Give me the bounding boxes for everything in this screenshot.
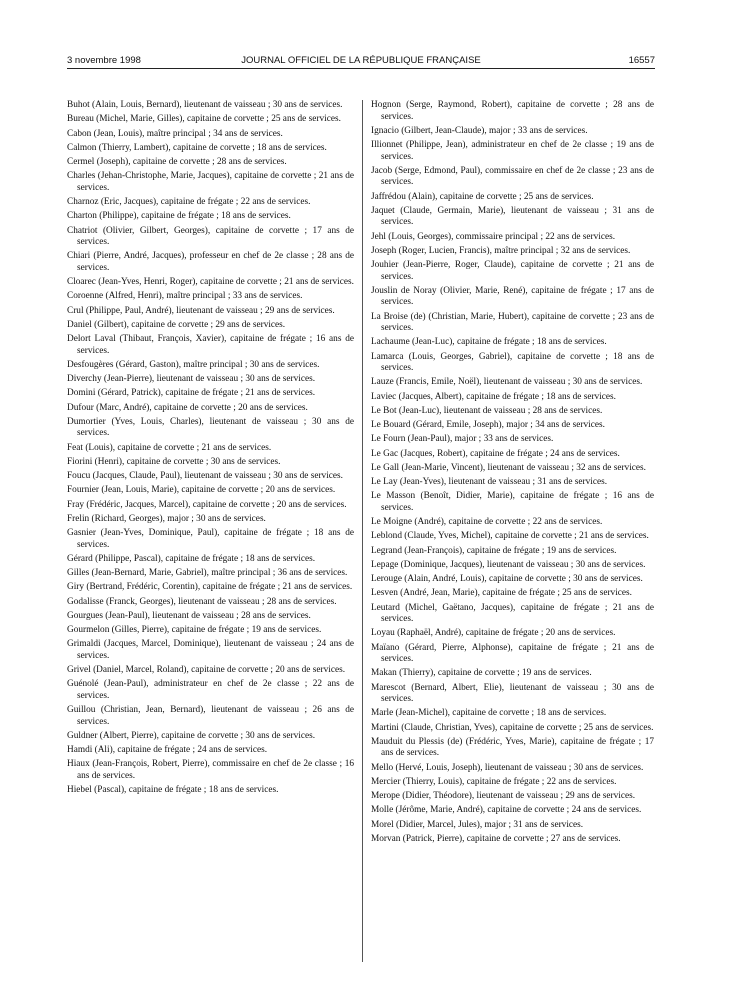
list-item: Calmon (Thierry, Lambert), capitaine de corvette ; 18 ans de services. xyxy=(67,142,327,153)
list-item: Le Lay (Jean-Yves), lieutenant de vaisseau ; 31 ans de services. xyxy=(371,477,608,487)
list-item: Gilles (Jean-Bernard, Marie, Gabriel), maître principal ; 36 ans de services. xyxy=(67,568,348,578)
list-item: Mercier (Thierry, Louis), capitaine de frégate ; 22 ans de services. xyxy=(371,776,617,787)
list-item: Morel (Didier, Marcel, Jules), major ; 31 ans de services. xyxy=(371,819,584,830)
list-item: Jehl (Louis, Georges), commissaire principal ; 22 ans de services. xyxy=(371,231,616,242)
list-item: Buhot (Alain, Louis, Bernard), lieutenant de vaisseau ; 30 ans de services. xyxy=(67,100,343,110)
list-item: Lesven (André, Jean, Marie), capitaine de frégate ; 25 ans de services. xyxy=(371,588,632,599)
list-item: Grivel (Daniel, Marcel, Roland), capitaine de corvette ; 20 ans de services. xyxy=(67,665,346,675)
list-item: Le Gall (Jean-Marie, Vincent), lieutenant de vaisseau ; 32 ans de services. xyxy=(371,462,646,473)
list-item: Cermel (Joseph), capitaine de corvette ; 28 ans de services. xyxy=(67,157,287,167)
list-item: Charnoz (Eric, Jacques), capitaine de frégate ; 22 ans de services. xyxy=(67,197,311,207)
list-item: Cabon (Jean, Louis), maître principal ; 34 ans de services. xyxy=(67,128,283,139)
list-item: Molle (Jérôme, Marie, André), capitaine de corvette ; 24 ans de services. xyxy=(371,805,642,816)
list-item: Guldner (Albert, Pierre), capitaine de corvette ; 30 ans de services. xyxy=(67,730,316,741)
list-item: Illionnet (Philippe, Jean), administrateur en chef de 2e classe ; 19 ans de services. xyxy=(371,140,654,162)
list-item: Bureau (Michel, Marie, Gilles), capitaine de corvette ; 25 ans de services. xyxy=(67,114,341,125)
list-item: Daniel (Gilbert), capitaine de corvette ; 29 ans de services. xyxy=(67,319,286,330)
list-item: Leutard (Michel, Gaëtano, Jacques), capitaine de frégate ; 21 ans de services. xyxy=(371,602,654,624)
list-item: Legrand (Jean-François), capitaine de frégate ; 19 ans de services. xyxy=(371,545,617,556)
list-item: Gourmelon (Gilles, Pierre), capitaine de frégate ; 19 ans de services. xyxy=(67,625,322,635)
column-divider xyxy=(362,100,363,962)
list-item: Lamarca (Louis, Georges, Gabriel), capitaine de corvette ; 18 ans de services. xyxy=(371,351,654,373)
list-item: Ignacio (Gilbert, Jean-Claude), major ; 33 ans de services. xyxy=(371,125,588,136)
list-item: Chatriot (Olivier, Gilbert, Georges), capitaine de corvette ; 17 ans de services. xyxy=(67,225,354,247)
list-item: Laviec (Jacques, Albert), capitaine de frégate ; 18 ans de services. xyxy=(371,391,616,402)
list-item: Godalisse (Franck, Georges), lieutenant de vaisseau ; 28 ans de services. xyxy=(67,596,337,607)
list-item: Le Masson (Benoît, Didier, Marie), capitaine de frégate ; 16 ans de services. xyxy=(371,491,654,513)
list-item: Fiorini (Henri), capitaine de corvette ; 30 ans de services. xyxy=(67,456,281,467)
header-rule xyxy=(67,68,655,69)
list-item: Charton (Philippe), capitaine de frégate ; 18 ans de services. xyxy=(67,211,291,222)
list-item: Le Moigne (André), capitaine de corvette ; 22 ans de services. xyxy=(371,517,603,527)
list-item: Hamdi (Ali), capitaine de frégate ; 24 ans de services. xyxy=(67,745,268,755)
list-item: Coroenne (Alfred, Henri), maître principal ; 33 ans de services. xyxy=(67,291,303,302)
list-item: Merope (Didier, Théodore), lieutenant de vaisseau ; 29 ans de services. xyxy=(371,791,636,801)
list-item: Leblond (Claude, Yves, Michel), capitaine de corvette ; 21 ans de services. xyxy=(371,531,649,542)
list-item: Hiebel (Pascal), capitaine de frégate ; 18 ans de services. xyxy=(67,785,279,795)
list-item: Le Bouard (Gérard, Emile, Joseph), major ; 34 ans de services. xyxy=(371,420,605,430)
list-item: Le Bot (Jean-Luc), lieutenant de vaisseau ; 28 ans de services. xyxy=(371,405,603,416)
list-item: Gourgues (Jean-Paul), lieutenant de vaisseau ; 28 ans de services. xyxy=(67,610,311,621)
list-item: Le Gac (Jacques, Robert), capitaine de frégate ; 24 ans de services. xyxy=(371,448,620,459)
list-item: Frelin (Richard, Georges), major ; 30 ans de services. xyxy=(67,513,266,524)
list-item: Diverchy (Jean-Pierre), lieutenant de vaisseau ; 30 ans de services. xyxy=(67,374,316,384)
list-item: Lerouge (Alain, André, Louis), capitaine de corvette ; 30 ans de services. xyxy=(371,574,643,584)
right-column xyxy=(371,100,654,848)
list-item: Gérard (Philippe, Pascal), capitaine de frégate ; 18 ans de services. xyxy=(67,553,316,564)
list-item: Guillou (Christian, Jean, Bernard), lieutenant de vaisseau ; 26 ans de services. xyxy=(67,705,354,727)
list-item: Lepage (Dominique, Jacques), lieutenant de vaisseau ; 30 ans de services. xyxy=(371,559,646,570)
list-item: Loyau (Raphaël, André), capitaine de frégate ; 20 ans de services. xyxy=(371,628,616,639)
list-item: Desfougères (Gérard, Gaston), maître principal ; 30 ans de services. xyxy=(67,359,320,370)
list-item: Gasnier (Jean-Yves, Dominique, Paul), capitaine de frégate ; 18 ans de services. xyxy=(67,528,354,550)
list-item: Domini (Gérard, Patrick), capitaine de frégate ; 21 ans de services. xyxy=(67,388,316,399)
list-item: Jouhier (Jean-Pierre, Roger, Claude), capitaine de corvette ; 21 ans de services. xyxy=(371,260,654,282)
list-item: Lauze (Francis, Emile, Noël), lieutenant de vaisseau ; 30 ans de services. xyxy=(371,377,643,388)
list-item: Feat (Louis), capitaine de corvette ; 21 ans de services. xyxy=(67,442,272,453)
list-item: La Broise (de) (Christian, Marie, Hubert), capitaine de corvette ; 23 ans de services. xyxy=(371,311,654,333)
list-item: Jaffrédou (Alain), capitaine de corvette ; 25 ans de services. xyxy=(371,191,594,202)
list-item: Joseph (Roger, Lucien, Francis), maître principal ; 32 ans de services. xyxy=(371,245,631,256)
list-item: Martini (Claude, Christian, Yves), capitaine de corvette ; 25 ans de services. xyxy=(371,722,654,733)
list-item: Mello (Hervé, Louis, Joseph), lieutenant de vaisseau ; 30 ans de services. xyxy=(371,762,644,773)
list-item: Maïano (Gérard, Pierre, Alphonse), capitaine de frégate ; 21 ans de services. xyxy=(371,642,654,664)
list-item: Fournier (Jean, Louis, Marie), capitaine de corvette ; 20 ans de services. xyxy=(67,485,336,496)
list-item: Giry (Bertrand, Frédéric, Corentin), capitaine de frégate ; 21 ans de services. xyxy=(67,582,353,593)
list-item: Mauduit du Plessis (de) (Frédéric, Yves, Marie), capitaine de frégate ; 17 ans de services. xyxy=(371,736,654,759)
list-item: Le Fourn (Jean-Paul), major ; 33 ans de services. xyxy=(371,434,554,445)
page-header xyxy=(67,55,655,69)
list-item: Jaquet (Claude, Germain, Marie), lieutenant de vaisseau ; 31 ans de services. xyxy=(371,205,654,228)
list-item: Grimaldi (Jacques, Marcel, Dominique), lieutenant de vaisseau ; 24 ans de services. xyxy=(67,639,354,661)
list-item: Chiari (Pierre, André, Jacques), professeur en chef de 2e classe ; 28 ans de services. xyxy=(67,251,354,273)
list-item: Hognon (Serge, Raymond, Robert), capitaine de corvette ; 28 ans de services. xyxy=(371,100,654,122)
list-item: Dufour (Marc, André), capitaine de corvette ; 20 ans de services. xyxy=(67,402,308,413)
left-column xyxy=(67,100,354,799)
list-item: Cloarec (Jean-Yves, Henri, Roger), capitaine de corvette ; 21 ans de services. xyxy=(67,277,354,287)
journal-title: JOURNAL OFFICIEL DE LA RÉPUBLIQUE FRANÇAISE xyxy=(241,55,481,66)
issue-date: 3 novembre 1998 xyxy=(67,55,141,66)
list-item: Marescot (Bernard, Albert, Elie), lieutenant de vaisseau ; 30 ans de services. xyxy=(371,682,654,704)
list-item: Foucu (Jacques, Claude, Paul), lieutenant de vaisseau ; 30 ans de services. xyxy=(67,471,343,481)
list-item: Jouslin de Noray (Olivier, Marie, René), capitaine de frégate ; 17 ans de services. xyxy=(371,285,654,308)
list-item: Fray (Frédéric, Jacques, Marcel), capitaine de corvette ; 20 ans de services. xyxy=(67,499,347,510)
list-item: Morvan (Patrick, Pierre), capitaine de corvette ; 27 ans de services. xyxy=(371,833,621,844)
list-item: Lachaume (Jean-Luc), capitaine de frégate ; 18 ans de services. xyxy=(371,337,607,348)
list-item: Marle (Jean-Michel), capitaine de corvette ; 18 ans de services. xyxy=(371,708,607,719)
list-item: Hiaux (Jean-François, Robert, Pierre), commissaire en chef de 2e classe ; 16 ans de services. xyxy=(67,759,354,781)
list-item: Charles (Jehan-Christophe, Marie, Jacques), capitaine de corvette ; 21 ans de services. xyxy=(67,171,354,193)
list-item: Crul (Philippe, Paul, André), lieutenant de vaisseau ; 29 ans de services. xyxy=(67,305,335,316)
list-item: Jacob (Serge, Edmond, Paul), commissaire en chef de 2e classe ; 23 ans de services. xyxy=(371,165,654,188)
list-item: Dumortier (Yves, Louis, Charles), lieutenant de vaisseau ; 30 ans de services. xyxy=(67,416,354,439)
list-item: Guénolé (Jean-Paul), administrateur en chef de 2e classe ; 22 ans de services. xyxy=(67,679,354,701)
list-item: Makan (Thierry), capitaine de corvette ; 19 ans de services. xyxy=(371,668,592,679)
list-item: Delort Laval (Thibaut, François, Xavier), capitaine de frégate ; 16 ans de services. xyxy=(67,334,354,356)
page-number: 16557 xyxy=(628,55,655,66)
